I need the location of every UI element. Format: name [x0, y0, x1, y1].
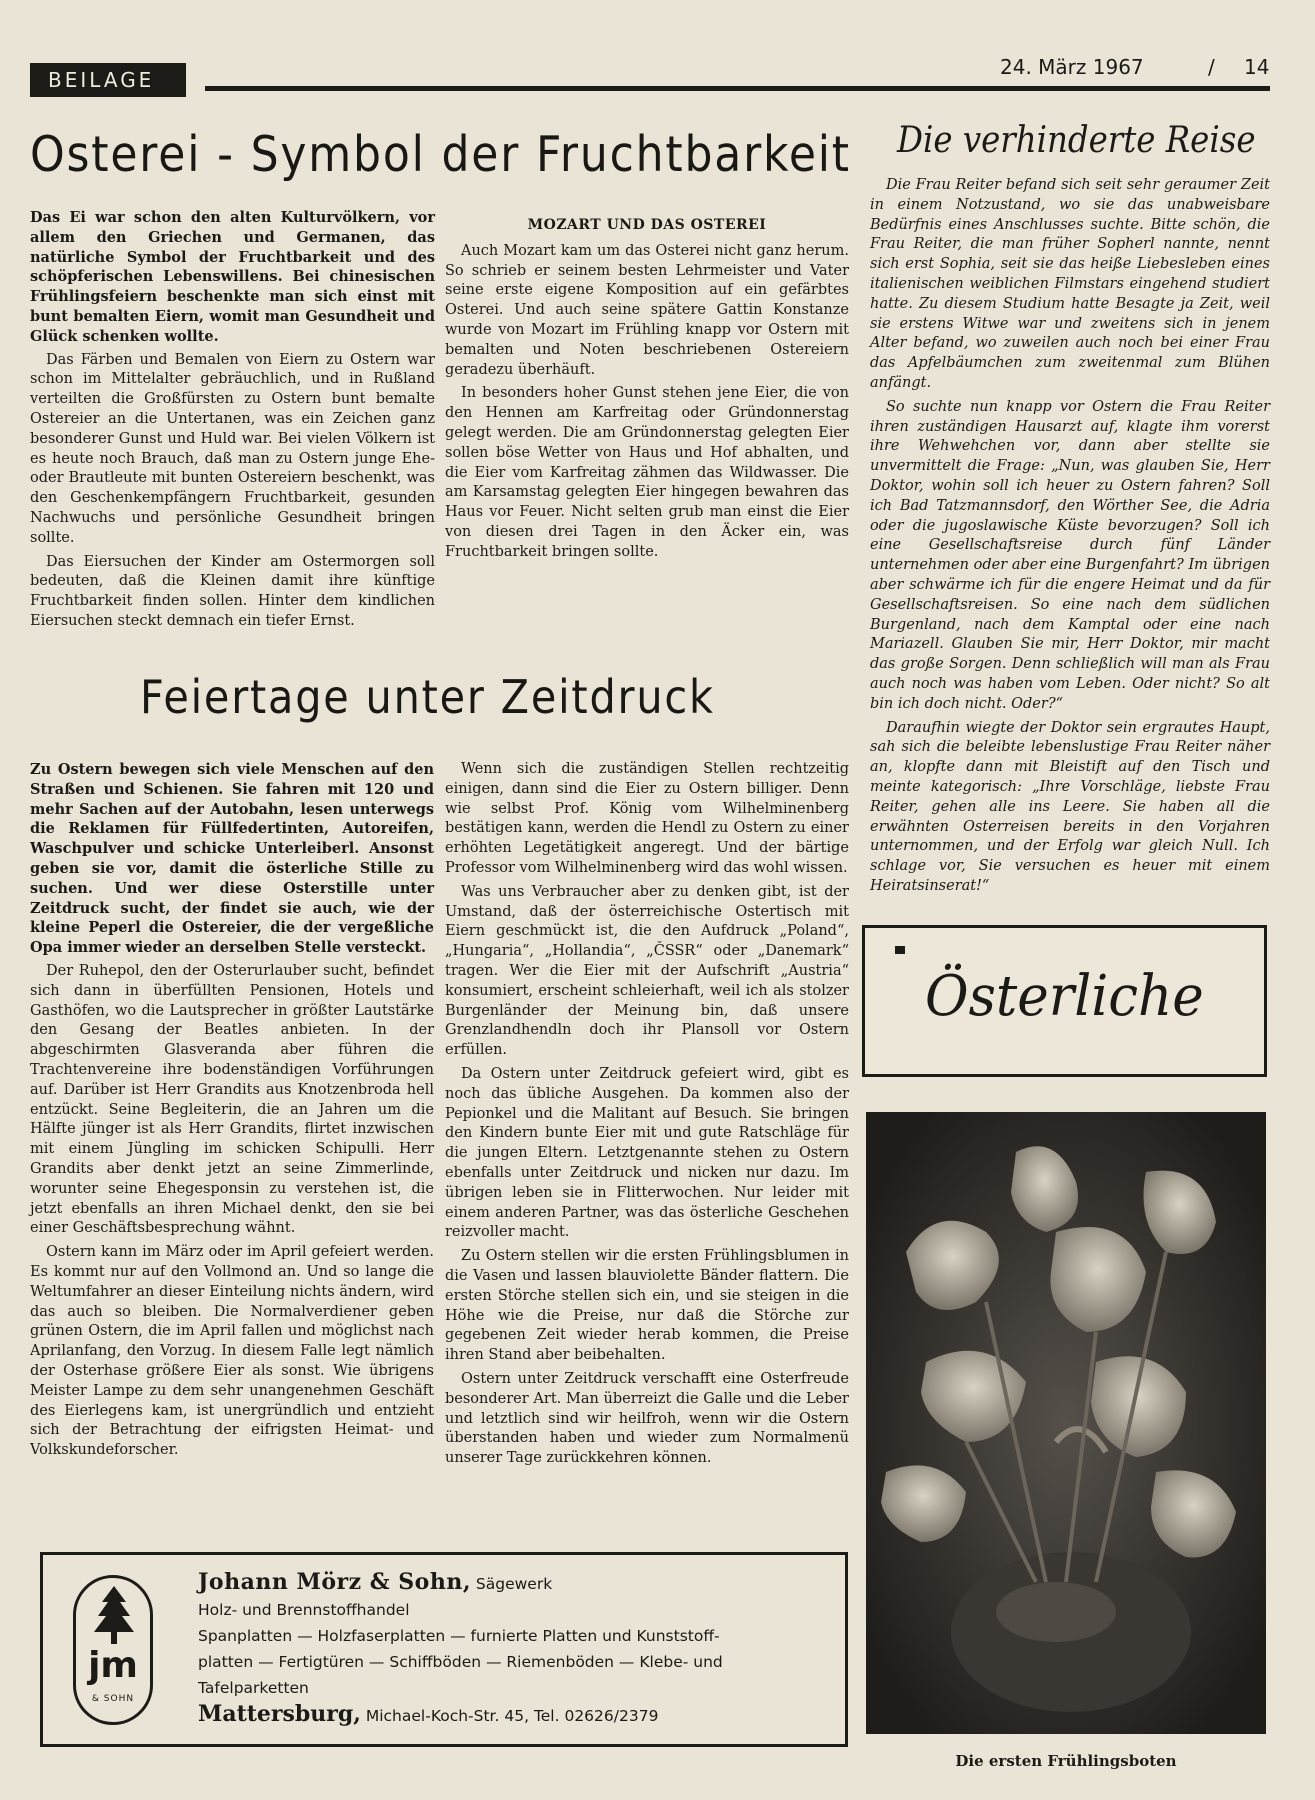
- issue-date: 24. März 1967: [1000, 55, 1144, 79]
- ad-line: Tafelparketten: [198, 1679, 309, 1697]
- article-title-feiertage: Feiertage unter Zeitdruck: [140, 670, 715, 724]
- ad-address: Michael-Koch-Str. 45, Tel. 02626/2379: [365, 1707, 659, 1725]
- mozart-subheading: MOZART UND DAS OSTEREI: [527, 217, 767, 233]
- osterei-paragraph: In besonders hoher Gunst stehen jene Eier, die von den Hennen am Karfreitag oder Gründonnerstag gelegt werden. Die am Gründonnerstag gelegten Eier sollen böse Wetter von Haus und Hof abhalten, und die Eier vom Karfreitag zähmen das Wildwasser. Die am Karsamstag gelegten Eier hingegen bewahren das Haus vor Feuer. Nicht selten grub man einst die Eier von diesen drei Tagen in den Äcker ein, was Fruchtbarkeit bringen sollte.: [445, 385, 849, 560]
- osterei-column-2: [445, 208, 849, 567]
- feiertage-paragraph: Der Ruhepol, den der Osterurlauber sucht, befindet sich dann in überfüllten Pensionen, Hotels und Gasthöfen, wo die Lautsprecher in größter Lautstärke den Gesang der Beatles anbieten. In der abgeschirmten Glasveranda aber führen die Trachtenvereine ihre bodenständigen Vorführungen auf. Darüber ist Herr Grandits aus Knotzenbroda hell entzückt. Seine Begleiterin, die an Jahren um die Hälfte jünger ist als Herr Grandits, flirtet inzwischen mit einem Jüngling im schicken Schipulli. Herr Grandits aber denkt jetzt an seine Zimmerlinde, worunter seine Ehegesponsin zu verstehen ist, die jetzt ebenfalls an ihren Michael denkt, den sie bei einer Geschäftsbesprechung wähnt.: [30, 962, 434, 1237]
- osterei-paragraph: Das Eiersuchen der Kinder am Ostermorgen soll bedeuten, daß die Kleinen damit ihre künftige Fruchtbarkeit finden sollen. Hinter dem kindlichen Eiersuchen steckt demnach ein tiefer Ernst.: [30, 553, 435, 629]
- ad-text-block: [198, 1569, 828, 1729]
- logo-subtext: & SOHN: [91, 1694, 135, 1704]
- reise-paragraph: Die Frau Reiter befand sich seit sehr geraumer Zeit in einem Notzustand, wo sie das unabweisbare Bedürfnis eines Anschlusses suchte. Bitte schön, die Frau Reiter, die man früher Sopherl nannte, nennt sich erst Sophia, seit sie das heiße Liebesleben eines italienischen weiblichen Filmstars eingehend studiert hatte. Zu diesem Studium hatte Besagte ja Zeit, weil sie erstens Witwe war und zweitens sich in jenem Alter befand, wo zuweilen auch noch bei einer Frau das Apfelbäumchen zum zweitenmal zum Blühen anfängt.: [870, 177, 1270, 391]
- flower-illustration: [866, 1112, 1266, 1734]
- ornament-mark: [895, 946, 905, 954]
- reise-paragraph: Daraufhin wiegte der Doktor sein ergrautes Haupt, sah sich die beleibte lebenslustige Frau Reiter näher an, klopfte dann mit Bleistift auf den Tisch und meinte kategorisch: „Ihre Vorschläge, liebste Frau Reiter, gehen alle ins Leere. Sie haben all die erwähnten Osterreisen bereits in den Vorjahren unternommen, und der Erfolg war gleich Null. Ich schlage vor, Sie versuchen es heuer mit einem Heiratsinserat!“: [870, 719, 1270, 894]
- feiertage-paragraph: Wenn sich die zuständigen Stellen rechtzeitig einigen, dann sind die Eier zu Ostern billiger. Denn wie selbst Prof. König vom Wilhelminenberg bestätigen kann, werden die Hendl zu Ostern zu einer erhöhten Legetätigkeit angeregt. Und der bärtige Professor vom Wilhelminenberg wird das wohl wissen.: [445, 761, 849, 876]
- ad-firm-type: Sägewerk: [475, 1575, 553, 1593]
- advertisement-box: [40, 1552, 848, 1747]
- ad-firm-line: [198, 1569, 828, 1597]
- feiertage-paragraph: Was uns Verbraucher aber zu denken gibt, ist der Umstand, daß der österreichische Ostertisch mit Eiern geschmückt ist, die den Aufdruck „Poland“, „Hungaria“, „Hollandia“, „ČSSR“ oder „Danemark“ tragen. Wer die Eier mit der Aufschrift „Austria“ konsumiert, erscheint schleierhaft, weil ich als stolzer Burgenländer der Meinung bin, daß unsere Grenzlandhendln doch ihr Plansoll vor Ostern erfüllen.: [445, 883, 849, 1059]
- header-rule: [205, 86, 1270, 91]
- ad-address-line: [198, 1701, 828, 1729]
- osterei-column-1: [30, 208, 435, 636]
- feature-heading: Österliche: [925, 964, 1204, 1029]
- feiertage-paragraph: Da Ostern unter Zeitdruck gefeiert wird, gibt es noch das übliche Ausgehen. Da kommen also der Pepionkel und die Malitant auf Besuch. Sie bringen den Kindern bunte Eier mit und gute Ratschläge für die jungen Eltern. Letztgenannte stehen zu Ostern ebenfalls unter Zeitdruck und nicken nur dazu. Im übrigen leben sie in Flitterwochen. Nur leider mit einem anderen Partner, was das österliche Geschehen reizvoller macht.: [445, 1065, 849, 1241]
- ad-town: Mattersburg,: [198, 1701, 361, 1727]
- flower-photo: [866, 1112, 1266, 1734]
- osterei-lead: Das Ei war schon den alten Kulturvölkern, vor allem den Griechen und Germanen, das natürliche Symbol der Fruchtbarkeit und des schöpferischen Lebenswillens. Bei chinesischen Frühlingsfeiern beschenkte man sich einst mit bunt bemalten Eiern, womit man Gesundheit und Glück schenken wollte.: [30, 209, 435, 345]
- header-separator: /: [1208, 55, 1215, 79]
- reise-column: [870, 176, 1270, 901]
- feature-heading-box: [862, 925, 1267, 1077]
- ad-line: Holz- und Brennstoffhandel: [198, 1601, 410, 1619]
- photo-caption: Die ersten Frühlingsboten: [955, 1752, 1177, 1770]
- osterei-paragraph: Auch Mozart kam um das Osterei nicht ganz herum. So schrieb er seinem besten Lehrmeister und Vater seine erste eigene Komposition auf ein gefärbtes Osterei. Und auch seine spätere Gattin Konstanze wurde von Mozart im Frühling knapp vor Ostern mit bemalten und Noten beschriebenen Ostereiern geradezu überhäuft.: [445, 242, 849, 378]
- feiertage-column-1: [30, 760, 434, 1465]
- feiertage-paragraph: Ostern unter Zeitdruck verschafft eine Osterfreude besonderer Art. Man überreizt die Galle und die Leber und letztlich sind wir heilfroh, wenn wir die Ostern überstanden haben und wieder zum Normalmenü unserer Tage zurückkehren können.: [445, 1370, 849, 1467]
- fir-tree-icon: [94, 1586, 134, 1646]
- page-number: 14: [1244, 55, 1270, 79]
- logo-letters: jm: [88, 1645, 138, 1686]
- ad-line: platten — Fertigtüren — Schiffböden — Riemenböden — Klebe- und: [198, 1653, 723, 1671]
- osterei-paragraph: Das Färben und Bemalen von Eiern zu Ostern war schon im Mittelalter gebräuchlich, und in Rußland verteilten die Großfürsten zu Ostern bunt bemalte Ostereier an die Untertanen, was ein Zeichen ganz besonderer Gunst und Huld war. Bei vielen Völkern ist es heute noch Brauch, daß man zu Ostern junge Ehe- oder Brautleute mit bunten Ostereiern beschenkt, was den Geschenkempfängern Fruchtbarkeit, gesunden Nachwuchs und persönliche Gesundheit bringen sollte.: [30, 351, 435, 546]
- company-logo: [73, 1575, 153, 1725]
- article-title-reise: Die verhinderte Reise: [897, 120, 1256, 161]
- ad-line: Spanplatten — Holzfaserplatten — furnierte Platten und Kunststoff-: [198, 1627, 720, 1645]
- feiertage-paragraph: Zu Ostern stellen wir die ersten Frühlingsblumen in die Vasen und lassen blauviolette Bänder flattern. Die ersten Störche stellen sich ein, und sie steigen in die Höhe wie die Preise, nur daß die Störche zur gegebenen Zeit wieder herab kommen, die Preise ihren Stand aber beibehalten.: [445, 1248, 849, 1364]
- article-title-osterei: Osterei - Symbol der Fruchtbarkeit: [30, 126, 851, 183]
- section-tag: BEILAGE: [30, 63, 186, 97]
- feiertage-column-2: [445, 760, 849, 1473]
- feiertage-lead: Zu Ostern bewegen sich viele Menschen auf den Straßen und Schienen. Sie fahren mit 120 und mehr Sachen auf der Autobahn, lesen unterwegs die Reklamen für Füllfedertinten, Autoreifen, Waschpulver und schicke Unterleiberl. Ansonst geben sie vor, damit die österliche Stille zu suchen. Und wer diese Osterstille unter Zeitdruck sucht, der findet sie auch, wie der kleine Peperl die Ostereier, die der vergeßliche Opa immer wieder an derselben Stelle versteckt.: [30, 761, 434, 957]
- ad-firm-name: Johann Mörz & Sohn,: [198, 1569, 471, 1595]
- reise-paragraph: So suchte nun knapp vor Ostern die Frau Reiter ihren zuständigen Hausarzt auf, klagte ihm vorerst ihre Wehwehchen vor, dann aber stellte sie unvermittelt die Frage: „Nun, was glauben Sie, Herr Doktor, wohin soll ich heuer zu Ostern fahren? Soll ich Bad Tatzmannsdorf, den Wörther See, die Adria oder die jugoslawische Küste bevorzugen? Soll ich eine Gesellschaftsreise durch fünf Länder unternehmen oder aber eine Burgenfahrt? Im übrigen aber schwärme ich für die engere Heimat und da für Gesellschaftsreisen. So eine nach dem südlichen Burgenland, nach dem Kamptal oder eine nach Mariazell. Glauben Sie mir, Herr Doktor, mir macht das große Sorgen. Denn schließlich will man als Frau auch noch was haben vom Leben. Oder nicht? So alt bin ich doch nicht. Oder?“: [870, 398, 1270, 712]
- feiertage-paragraph: Ostern kann im März oder im April gefeiert werden. Es kommt nur auf den Vollmond an. Und so lange die Weltumfahrer an dieser Einteilung nichts ändern, wird das auch so bleiben. Die Normalverdiener geben grünen Ostern, die im April fallen und möglichst nach Aprilanfang, den Vorzug. In diesem Falle legt nämlich der Osterhase größere Eier als sonst. Wie übrigens Meister Lampe zu dem sehr unangenehmen Geschäft des Eierlegens kam, ist unergründlich und entzieht sich der Betrachtung der eifrigsten Heimat- und Volkskundeforscher.: [30, 1244, 434, 1459]
